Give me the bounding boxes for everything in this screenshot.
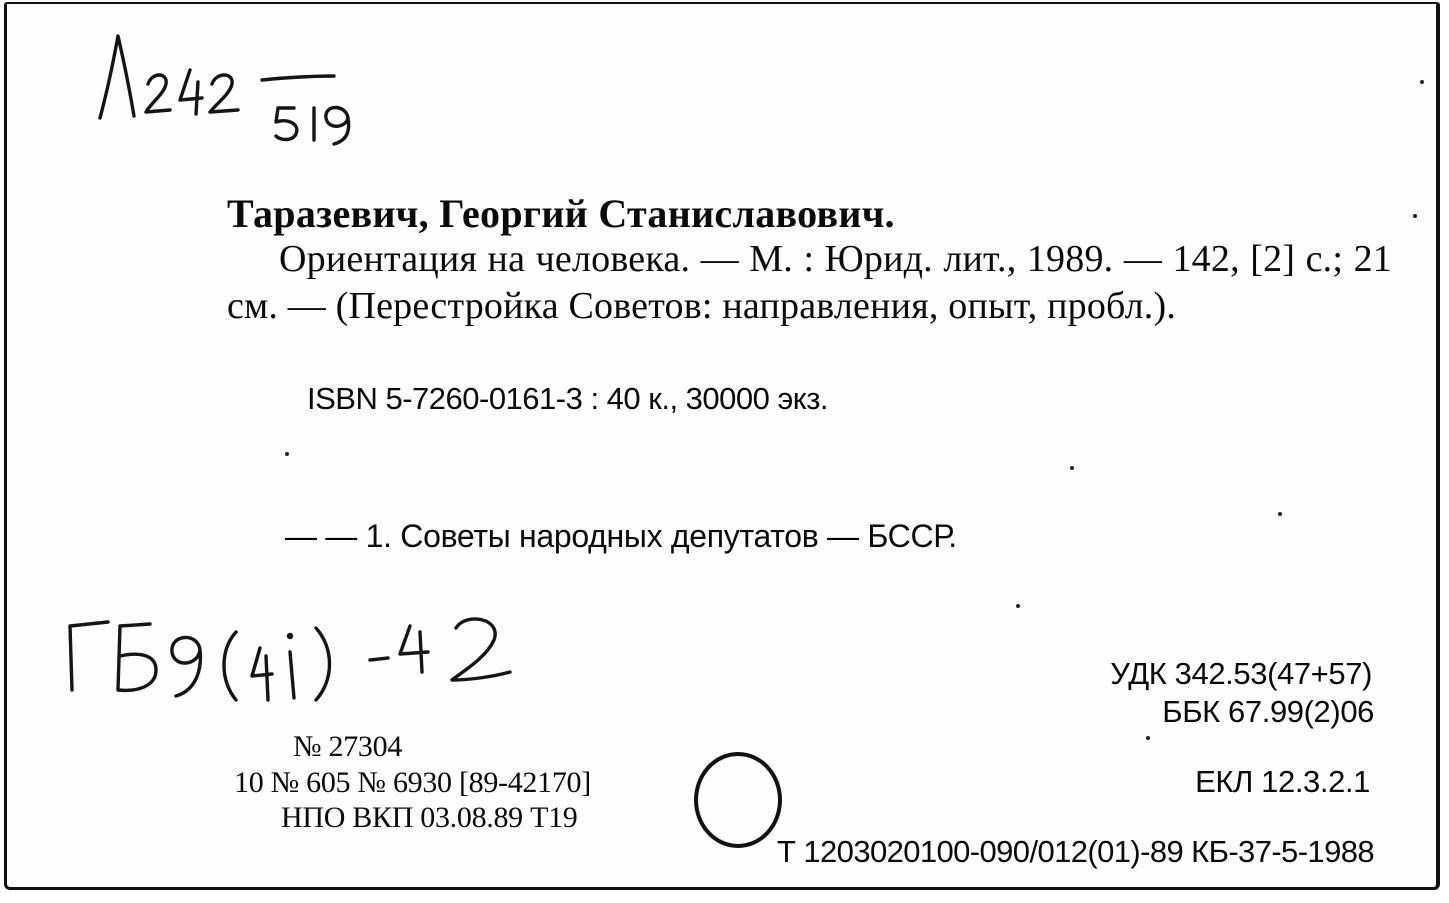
- scan-speck: [1278, 512, 1282, 516]
- print-info: 10 № 605 № 6930 [89-42170]: [234, 766, 591, 799]
- order-number: № 27304: [293, 730, 403, 763]
- index-code: Т 1203020100-090/012(01)-89 КБ-37-5-1988: [777, 834, 1374, 869]
- catalog-card: [4, 2, 1440, 890]
- scan-speck: [1146, 736, 1150, 740]
- author-heading: Таразевич, Георгий Станиславович.: [227, 191, 895, 236]
- isbn-line: ISBN 5-7260-0161-3 : 40 к., 30000 экз.: [307, 381, 829, 416]
- scan-speck: [1016, 604, 1020, 608]
- udk-code: УДК 342.53(47+57): [1110, 656, 1372, 691]
- scan-speck: [1070, 466, 1074, 470]
- printer-info: НПО ВКП 03.08.89 Т19: [281, 801, 578, 834]
- title-description: Ориентация на человека. — М. : Юрид. лит., 1989. — 142, [2] с.; 21 см. — (Перестройка Советов: направления, опыт, пробл.).: [227, 238, 1392, 327]
- subject-heading: — — 1. Советы народных депутатов — БССР.: [285, 518, 957, 554]
- bbk-code: ББК 67.99(2)06: [1162, 694, 1374, 729]
- scan-speck: [1413, 214, 1417, 218]
- scan-speck: [1420, 80, 1424, 84]
- ekl-code: ЕКЛ 12.3.2.1: [1195, 764, 1370, 799]
- scan-speck: [285, 452, 289, 456]
